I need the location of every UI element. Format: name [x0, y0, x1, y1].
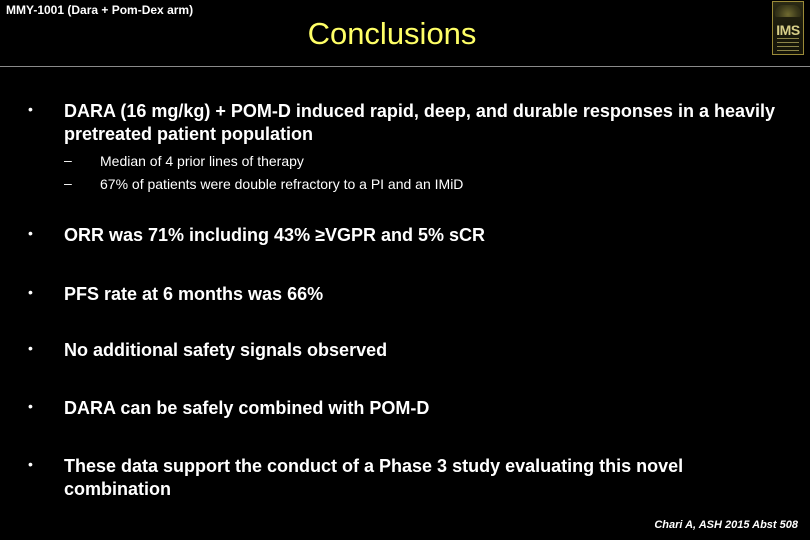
bullet-item: These data support the conduct of a Phase 3 study evaluating this novel combination — [64, 456, 684, 499]
bullet-icon: • — [28, 225, 33, 241]
sub-item: Median of 4 prior lines of therapy — [100, 153, 304, 169]
citation: Chari A, ASH 2015 Abst 508 — [654, 519, 798, 531]
bullet-item: DARA can be safely combined with POM-D — [64, 398, 430, 418]
slide-title: Conclusions — [307, 16, 477, 51]
bullet-icon: • — [28, 101, 33, 117]
bullet-icon: • — [28, 398, 33, 414]
bullet-item: DARA (16 mg/kg) + POM-D induced rapid, deep, and durable responses in a heavily pretreated patient population — [64, 101, 775, 144]
bullet-item: No additional safety signals observed — [64, 340, 388, 360]
sub-item: 67% of patients were double refractory to a PI and an IMiD — [100, 176, 464, 192]
logo-text: IMS — [776, 22, 800, 38]
bullet-icon: • — [28, 284, 33, 300]
study-label: MMY-1001 (Dara + Pom-Dex arm) — [6, 3, 194, 17]
bullet-item: ORR was 71% including 43% ≥VGPR and 5% sCR — [64, 225, 485, 245]
bullet-item: PFS rate at 6 months was 66% — [64, 284, 324, 304]
bullet-icon: • — [28, 456, 33, 472]
dash-icon: – — [64, 175, 72, 191]
bullet-icon: • — [28, 340, 33, 356]
dash-icon: – — [64, 152, 72, 168]
